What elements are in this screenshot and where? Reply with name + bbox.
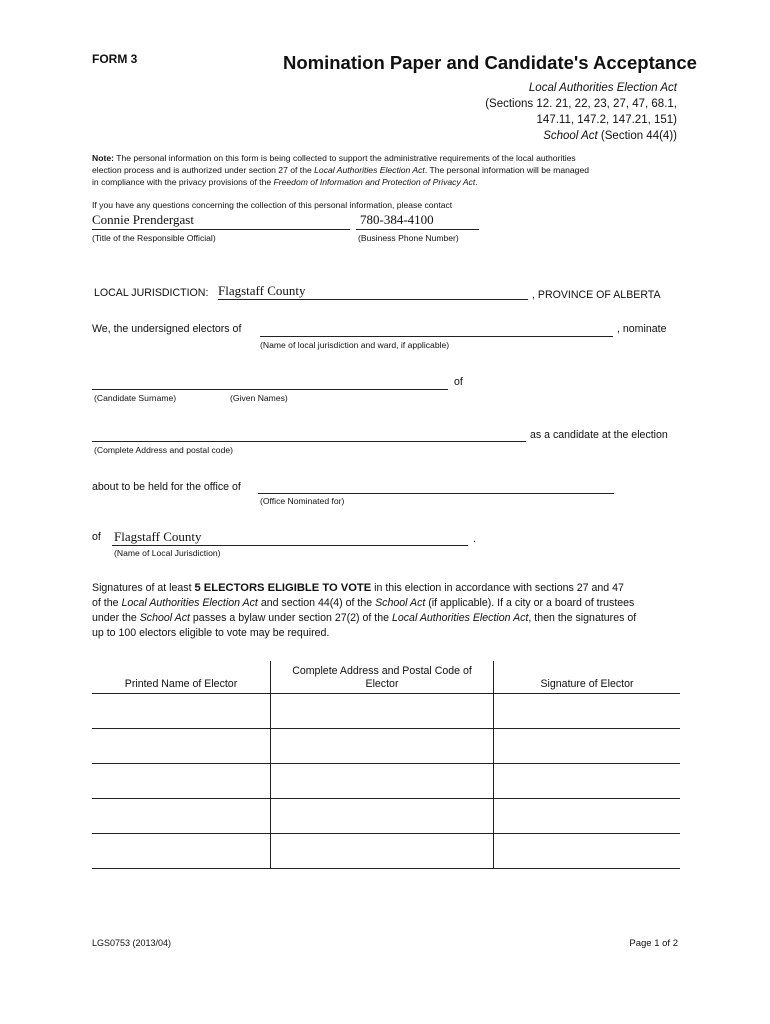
electors-suffix: , nominate [617,323,667,335]
local-of-label: of [92,531,101,543]
signatures-table [92,661,680,869]
table-row [92,729,680,764]
table-header-row [92,661,680,694]
jurisdiction-line [218,299,528,300]
candidate-name-field[interactable] [92,389,448,390]
address-field[interactable] [92,441,526,442]
page-number: Page 1 of 2 [629,938,678,949]
address-cell[interactable] [271,729,494,764]
office-caption: (Office Nominated for) [260,496,345,506]
electors-prefix: We, the undersigned electors of [92,323,242,335]
note-line-2: election process and is authorized under section 27 of the Local Authorities Election Act. The personal information will be managed [92,165,589,175]
signature-cell[interactable] [494,729,681,764]
electors-jurisdiction-field[interactable] [260,336,613,337]
printed-name-cell[interactable] [92,694,271,729]
note-text-1: The personal information on this form is being collected to support the administrative requirements of the local authorities [116,153,576,163]
office-prefix: about to be held for the office of [92,481,241,493]
signature-cell[interactable] [494,764,681,799]
table-row [92,799,680,834]
table-row [92,834,680,869]
act-line-2: (Sections 12. 21, 22, 23, 27, 47, 68.1, [485,98,677,110]
table-row [92,694,680,729]
official-phone-value[interactable]: 780-384-4100 [360,212,434,227]
address-cell[interactable] [271,694,494,729]
note-label: Note: [92,153,114,163]
printed-name-cell[interactable] [92,799,271,834]
province-label: , PROVINCE OF ALBERTA [532,289,661,301]
official-name-line [92,229,350,230]
note-line-1 [92,152,576,164]
local-period: . [473,533,476,545]
para-line-1: Signatures of at least 5 ELECTORS ELIGIBLE TO VOTE in this election in accordance with sections 27 and 47 [92,582,624,594]
act-line-1: Local Authorities Election Act [528,82,677,94]
printed-name-cell[interactable] [92,729,271,764]
local-caption: (Name of Local Jurisdiction) [114,548,221,558]
address-cell[interactable] [271,799,494,834]
form-code: LGS0753 (2013/04) [92,938,172,948]
contact-prompt: If you have any questions concerning the collection of this personal information, please contact [92,200,453,210]
address-cell[interactable] [271,764,494,799]
jurisdiction-value[interactable]: Flagstaff County [218,283,306,298]
candidate-given-caption: (Given Names) [230,393,288,403]
col-printed-name: Printed Name of Elector [92,661,271,694]
act-line-4: School Act (Section 44(4)) [543,130,677,142]
para-line-4: up to 100 electors eligible to vote may be required. [92,627,330,639]
signatures-paragraph [92,581,682,641]
act-line-3: 147.11, 147.2, 147.21, 151) [536,114,677,126]
candidate-of-label: of [454,376,463,388]
jurisdiction-label: LOCAL JURISDICTION: [94,287,209,299]
address-caption: (Complete Address and postal code) [94,445,234,455]
signature-cell[interactable] [494,799,681,834]
para-line-3: under the School Act passes a bylaw under section 27(2) of the Local Authorities Election Act, then the signatures of [92,612,637,624]
electors-caption: (Name of local jurisdiction and ward, if applicable) [260,340,450,350]
signature-cell[interactable] [494,694,681,729]
note-line-3: in compliance with the privacy provisions of the Freedom of Information and Protection of Privacy Act. [92,177,478,187]
printed-name-cell[interactable] [92,834,271,869]
para-line-2: of the Local Authorities Election Act and section 44(4) of the School Act (if applicable). If a city or a board of trustees [92,597,635,609]
col-address: Complete Address and Postal Code of Elector [271,661,494,694]
local-line [112,545,468,546]
page-title: Nomination Paper and Candidate's Acceptance [283,52,697,73]
official-name-value[interactable]: Connie Prendergast [92,212,194,227]
signature-cell[interactable] [494,834,681,869]
official-phone-caption: (Business Phone Number) [358,233,459,243]
candidate-surname-caption: (Candidate Surname) [94,393,177,403]
col-signature: Signature of Elector [494,661,681,694]
official-phone-line [356,229,479,230]
address-suffix: as a candidate at the election [530,429,668,441]
official-name-caption: (Title of the Responsible Official) [92,233,216,243]
form-number: FORM 3 [92,52,138,66]
local-value[interactable]: Flagstaff County [114,529,202,544]
table-row [92,764,680,799]
office-field[interactable] [258,493,614,494]
printed-name-cell[interactable] [92,764,271,799]
address-cell[interactable] [271,834,494,869]
